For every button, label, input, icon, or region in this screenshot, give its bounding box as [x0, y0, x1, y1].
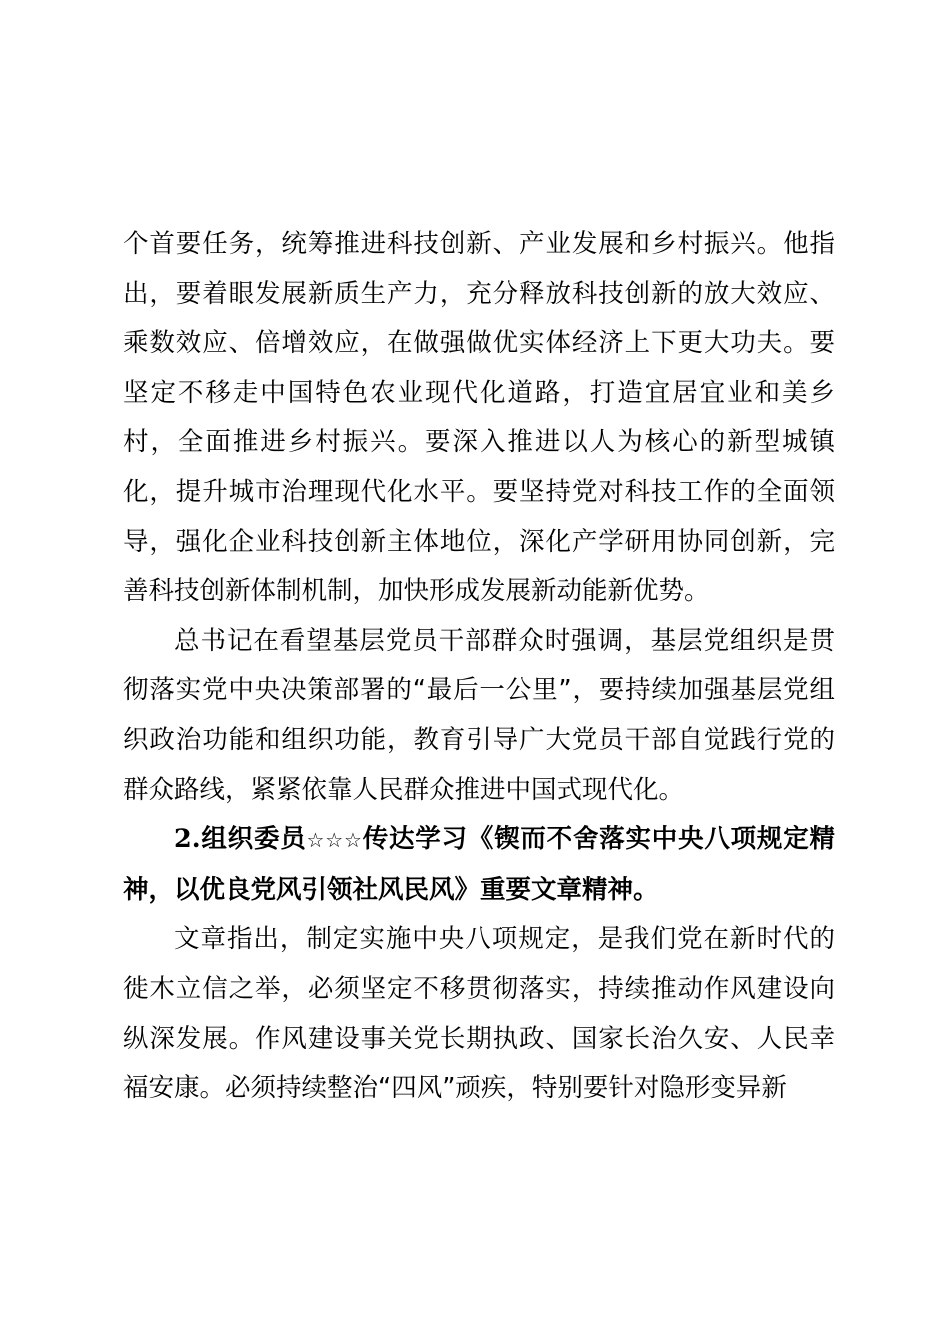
redacted-name-stars: ☆☆☆ — [306, 828, 363, 853]
heading-prefix: 2.组织委员 — [174, 824, 307, 855]
document-body — [123, 220, 835, 1114]
paragraph-continuation: 个首要任务，统筹推进科技创新、产业发展和乡村振兴。他指出，要着眼发展新质生产力，充分释放科技创新的放大效应、乘数效应、倍增效应，在做强做优实体经济上下更大功夫。要坚定不移走中国特色农业现代化道路，打造宜居宜业和美乡村，全面推进乡村振兴。要深入推进以人为核心的新型城镇化，提升城市治理现代化水平。要坚持党对科技工作的全面领导，强化企业科技创新主体地位，深化产学研用协同创新，完善科技创新体制机制，加快形成发展新动能新优势。 — [123, 229, 835, 607]
paragraph-article: 文章指出，制定实施中央八项规定，是我们党在新时代的徙木立信之举，必须坚定不移贯彻落实，持续推动作风建设向纵深发展。作风建设事关党长期执政、国家长治久安、人民幸福安康。必须持续整治“四风”顽疾，特别要针对隐形变异新 — [123, 924, 835, 1104]
paragraph-grassroots: 总书记在看望基层党员干部群众时强调，基层党组织是贯彻落实党中央决策部署的“最后一公里”，要持续加强基层党组织政治功能和组织功能，教育引导广大党员干部自觉践行党的群众路线，紧紧依靠人民群众推进中国式现代化。 — [123, 625, 835, 805]
section-heading — [123, 815, 835, 915]
heading-suffix: 传达学习《锲而不舍落实中央八项规定精神，以优良党风引领社风民风》重要文章精神。 — [123, 824, 835, 905]
